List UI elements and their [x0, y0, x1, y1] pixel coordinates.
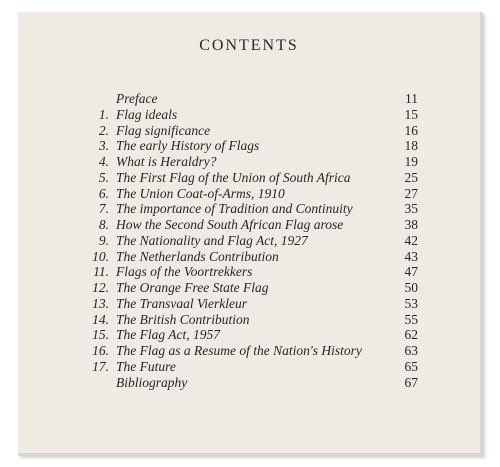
chapter-number: 4. — [98, 154, 109, 169]
page-number: 62 — [404, 327, 418, 343]
page-number: 38 — [404, 217, 418, 232]
toc-entry — [18, 123, 480, 139]
chapter-title: The Nationality and Flag Act, 1927 — [116, 232, 308, 248]
chapter-title: The Orange Free State Flag — [116, 280, 269, 295]
chapter-number: 15. — [92, 327, 109, 343]
chapter-title: The Union Coat-of-Arms, 1910 — [116, 185, 285, 201]
chapter-title: Bibliography — [116, 374, 188, 390]
toc-entry — [18, 375, 480, 391]
chapter-title: Flag significance — [116, 122, 211, 138]
chapter-title: The importance of Tradition and Continuity — [116, 201, 353, 217]
chapter-number: 8. — [98, 217, 109, 232]
page-number: 53 — [404, 295, 418, 311]
chapter-number: 11. — [93, 264, 109, 280]
chapter-number: 10. — [92, 248, 109, 264]
chapter-title: What is Heraldry? — [116, 154, 217, 169]
chapter-title: The Future — [116, 358, 176, 374]
page-number: 15 — [404, 106, 418, 122]
toc-entry — [18, 138, 480, 154]
page-number: 55 — [404, 311, 418, 327]
page-number: 19 — [404, 154, 418, 169]
page-number: 16 — [404, 122, 418, 138]
toc-entry — [18, 233, 480, 249]
toc-entry — [18, 296, 480, 312]
chapter-number: 9. — [98, 232, 109, 248]
page-number: 35 — [404, 201, 418, 217]
toc-entry — [18, 327, 480, 343]
chapter-title: The Flag as a Resume of the Nation's History — [116, 343, 362, 358]
chapter-number: 17. — [92, 358, 109, 374]
toc-entry — [18, 217, 480, 233]
page-number: 63 — [404, 343, 418, 358]
page-number: 18 — [404, 138, 418, 154]
chapter-number: 16. — [92, 343, 109, 358]
toc-entry — [18, 264, 480, 280]
chapter-title: Flags of the Voortrekkers — [116, 264, 253, 280]
toc-entry — [18, 359, 480, 375]
chapter-number: 12. — [92, 280, 109, 295]
page-number: 65 — [404, 358, 418, 374]
toc-entry — [18, 280, 480, 296]
chapter-number: 3. — [98, 138, 109, 154]
page-number: 25 — [404, 169, 418, 185]
toc-entry — [18, 91, 480, 107]
chapter-number: 13. — [92, 295, 109, 311]
chapter-title: How the Second South African Flag arose — [116, 217, 344, 232]
table-of-contents — [18, 91, 480, 390]
chapter-number: 5. — [98, 169, 109, 185]
toc-entry — [18, 107, 480, 123]
chapter-number: 2. — [98, 122, 109, 138]
book-page — [18, 12, 483, 456]
toc-entry — [18, 186, 480, 202]
chapter-title: The Netherlands Contribution — [116, 248, 279, 264]
toc-entry — [18, 249, 480, 265]
chapter-title: The Flag Act, 1957 — [116, 327, 220, 343]
chapter-title: The Transvaal Vierkleur — [116, 295, 247, 311]
chapter-title: The First Flag of the Union of South Africa — [116, 169, 351, 185]
chapter-title: Preface — [116, 91, 158, 106]
toc-entry — [18, 312, 480, 328]
chapter-number: 7. — [98, 201, 109, 217]
page-number: 67 — [404, 374, 418, 390]
chapter-number: 6. — [98, 185, 109, 201]
chapter-title: The early History of Flags — [116, 138, 260, 154]
toc-entry — [18, 343, 480, 359]
chapter-number: 14. — [92, 311, 109, 327]
toc-entry — [18, 170, 480, 186]
contents-title: CONTENTS — [199, 37, 299, 54]
page-number: 43 — [404, 248, 418, 264]
page-number: 50 — [404, 280, 418, 295]
toc-entry — [18, 201, 480, 217]
chapter-title: Flag ideals — [116, 106, 178, 122]
chapter-number: 1. — [98, 106, 109, 122]
page-number: 27 — [404, 185, 418, 201]
toc-entry — [18, 154, 480, 170]
chapter-title: The British Contribution — [116, 311, 250, 327]
page-number: 42 — [404, 232, 418, 248]
page-number: 47 — [404, 264, 418, 280]
page-number: 11 — [405, 91, 418, 106]
